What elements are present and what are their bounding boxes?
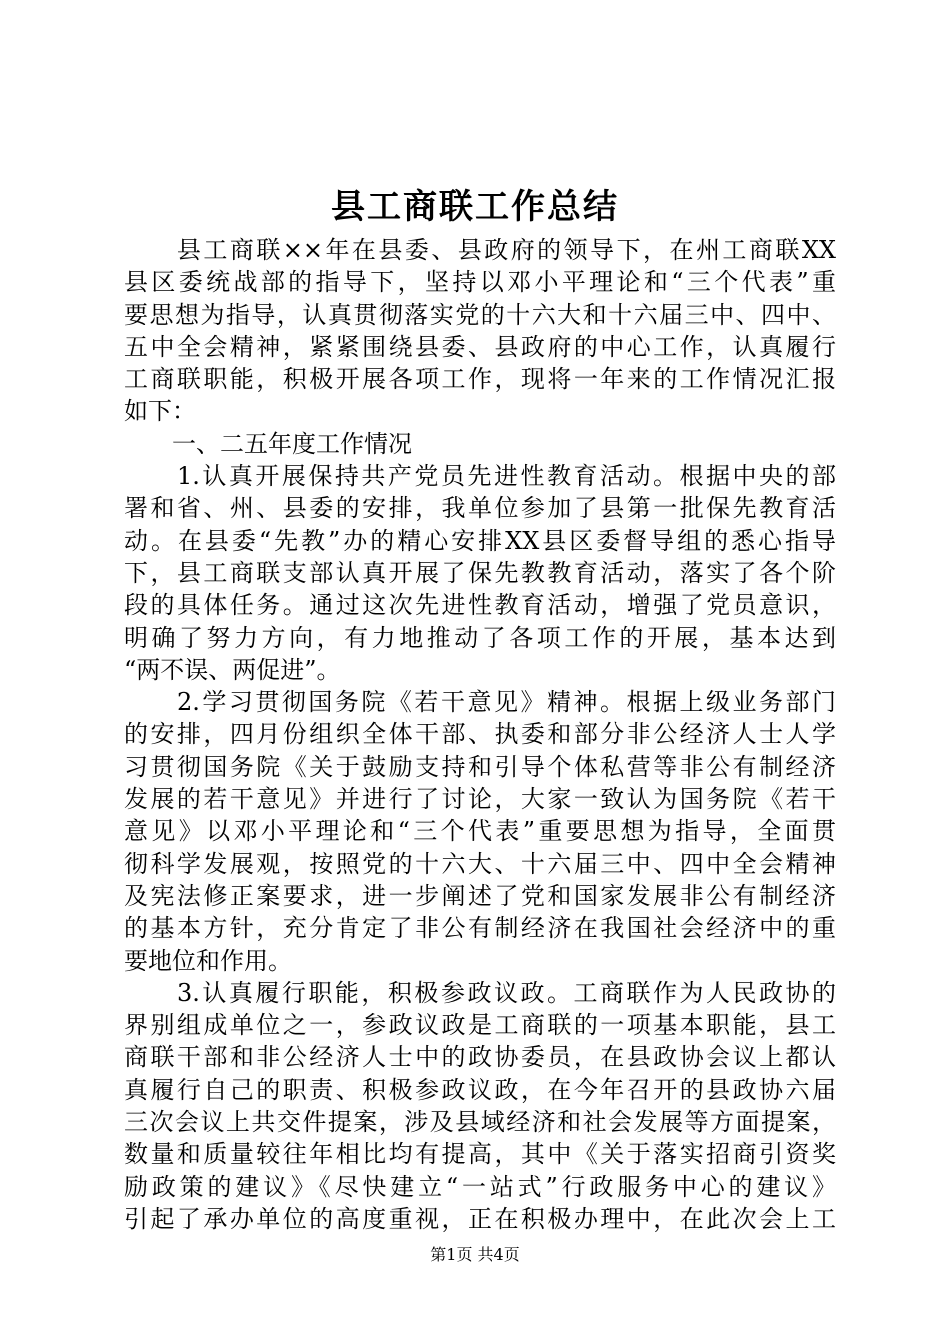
text-line: 一、二五年度工作情况	[124, 429, 412, 458]
text-line: 五中全会精神，紧紧围绕县委、县政府的中心工作，认真履行	[124, 332, 836, 361]
text-line: 如下：	[124, 397, 196, 426]
text-line: 2.学习贯彻国务院《若干意见》精神。根据上级业务部门	[124, 688, 836, 717]
text-line: 商联干部和非公经济人士中的政协委员，在县政协会议上都认	[124, 1043, 836, 1072]
text-line: 的安排，四月份组织全体干部、执委和部分非公经济人士人学	[124, 720, 836, 749]
text-line: 励政策的建议》《尽快建立“一站式”行政服务中心的建议》	[124, 1172, 836, 1201]
text-line: 工商联职能，积极开展各项工作，现将一年来的工作情况汇报	[124, 365, 836, 394]
text-line: 下，县工商联支部认真开展了保先教教育活动，落实了各个阶	[124, 558, 836, 587]
text-line: 1.认真开展保持共产党员先进性教育活动。根据中央的部	[124, 462, 836, 491]
text-line: 段的具体任务。通过这次先进性教育活动，增强了党员意识，	[124, 591, 836, 620]
page-title: 县工商联工作总结	[331, 187, 619, 227]
text-line: “两不误、两促进”。	[124, 655, 341, 684]
text-line: 明确了努力方向，有力地推动了各项工作的开展，基本达到	[124, 623, 836, 652]
text-line: 彻科学发展观，按照党的十六大、十六届三中、四中全会精神	[124, 849, 836, 878]
text-line: 县工商联××年在县委、县政府的领导下，在州工商联XX	[124, 236, 836, 264]
text-line: 3.认真履行职能，积极参政议政。工商联作为人民政协的	[124, 978, 836, 1007]
body-text	[124, 234, 836, 1235]
text-line: 三次会议上共交件提案，涉及县域经济和社会发展等方面提案，	[124, 1108, 836, 1137]
text-line: 习贯彻国务院《关于鼓励支持和引导个体私营等非公有制经济	[124, 752, 836, 781]
text-line: 真履行自己的职责、积极参政议政，在今年召开的县政协六届	[124, 1075, 836, 1104]
text-line: 发展的若干意见》并进行了讨论，大家一致认为国务院《若干	[124, 785, 836, 814]
text-line: 意见》以邓小平理论和“三个代表”重要思想为指导，全面贯	[124, 817, 836, 846]
text-line: 要地位和作用。	[124, 946, 292, 975]
text-line: 的基本方针，充分肯定了非公有制经济在我国社会经济中的重	[124, 914, 836, 943]
text-line: 署和省、州、县委的安排，我单位参加了县第一批保先教育活	[124, 494, 836, 523]
text-line: 引起了承办单位的高度重视，正在积极办理中，在此次会上工	[124, 1204, 836, 1233]
page-footer: 第1页 共4页	[430, 1245, 520, 1264]
text-line: 及宪法修正案要求，进一步阐述了党和国家发展非公有制经济	[124, 881, 836, 910]
text-line: 数量和质量较往年相比均有提高，其中《关于落实招商引资奖	[124, 1140, 836, 1169]
text-line: 界别组成单位之一，参政议政是工商联的一项基本职能，县工	[124, 1011, 836, 1040]
text-line: 县区委统战部的指导下，坚持以邓小平理论和“三个代表”重	[124, 268, 836, 297]
text-line: 动。在县委“先教”办的精心安排XX县区委督导组的悉心指导	[124, 526, 836, 555]
text-line: 要思想为指导，认真贯彻落实党的十六大和十六届三中、四中、	[124, 300, 836, 329]
